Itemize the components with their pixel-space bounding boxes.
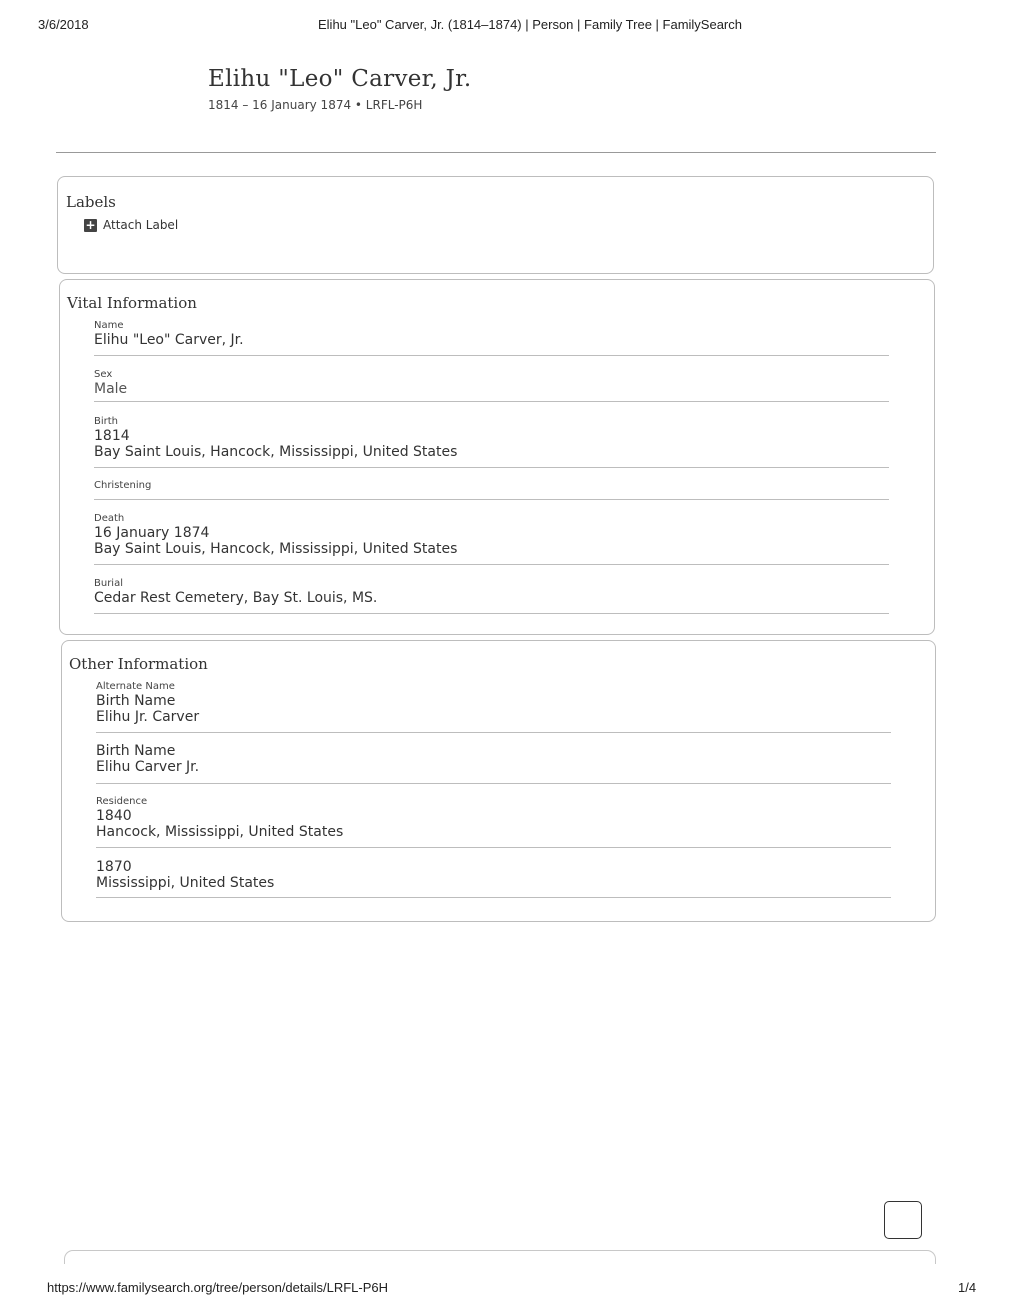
print-page-title: Elihu "Leo" Carver, Jr. (1814–1874) | Person | Family Tree | FamilySearch	[318, 17, 742, 32]
labels-card	[57, 176, 934, 274]
attach-label-button[interactable]	[84, 218, 178, 232]
burial-value: Cedar Rest Cemetery, Bay St. Louis, MS.	[94, 590, 378, 606]
alternate-name-field[interactable]	[96, 743, 891, 784]
labels-title: Labels	[66, 193, 116, 211]
birth-place: Bay Saint Louis, Hancock, Mississippi, United States	[94, 444, 458, 460]
plus-icon: +	[85, 217, 96, 232]
alternate-name-type: Birth Name	[96, 693, 176, 709]
alternate-name-value: Elihu Jr. Carver	[96, 709, 200, 725]
alternate-name-type: Birth Name	[96, 743, 176, 759]
death-place: Bay Saint Louis, Hancock, Mississippi, United States	[94, 541, 458, 557]
name-value: Elihu "Leo" Carver, Jr.	[94, 332, 244, 348]
next-card-edge	[64, 1250, 936, 1264]
sex-value: Male	[94, 381, 128, 397]
death-label: Death	[94, 513, 125, 524]
header-divider	[56, 152, 936, 153]
person-lifespan-id: 1814 – 16 January 1874 • LRFL-P6H	[208, 98, 423, 112]
alternate-name-label: Alternate Name	[96, 681, 175, 692]
birth-field[interactable]	[94, 415, 889, 468]
print-date: 3/6/2018	[38, 17, 89, 32]
name-label: Name	[94, 320, 124, 331]
vital-information-title: Vital Information	[67, 294, 197, 312]
print-page-number: 1/4	[958, 1280, 977, 1295]
death-date: 16 January 1874	[94, 525, 210, 541]
attach-label-text: Attach Label	[103, 218, 179, 232]
birth-label: Birth	[94, 416, 119, 427]
sex-label: Sex	[94, 369, 113, 380]
residence-date: 1840	[96, 808, 132, 824]
residence-label: Residence	[96, 796, 148, 807]
residence-place: Hancock, Mississippi, United States	[96, 824, 344, 840]
burial-field[interactable]	[94, 577, 889, 614]
christening-label: Christening	[94, 480, 152, 491]
other-information-card	[61, 640, 936, 922]
birth-date: 1814	[94, 428, 130, 444]
residence-field[interactable]	[96, 795, 891, 848]
name-field[interactable]	[94, 319, 889, 356]
christening-field[interactable]	[94, 479, 889, 500]
sex-field[interactable]	[94, 368, 889, 402]
residence-date: 1870	[96, 859, 132, 875]
vital-information-card	[59, 279, 935, 635]
residence-place: Mississippi, United States	[96, 875, 275, 891]
person-name: Elihu "Leo" Carver, Jr.	[208, 66, 472, 92]
residence-field[interactable]	[96, 859, 891, 898]
print-url: https://www.familysearch.org/tree/person/details/LRFL-P6H	[47, 1280, 389, 1295]
checkbox[interactable]	[884, 1201, 922, 1239]
alternate-name-field[interactable]	[96, 680, 891, 733]
other-information-title: Other Information	[69, 655, 208, 673]
burial-label: Burial	[94, 578, 123, 589]
alternate-name-value: Elihu Carver Jr.	[96, 759, 200, 775]
death-field[interactable]	[94, 512, 889, 565]
